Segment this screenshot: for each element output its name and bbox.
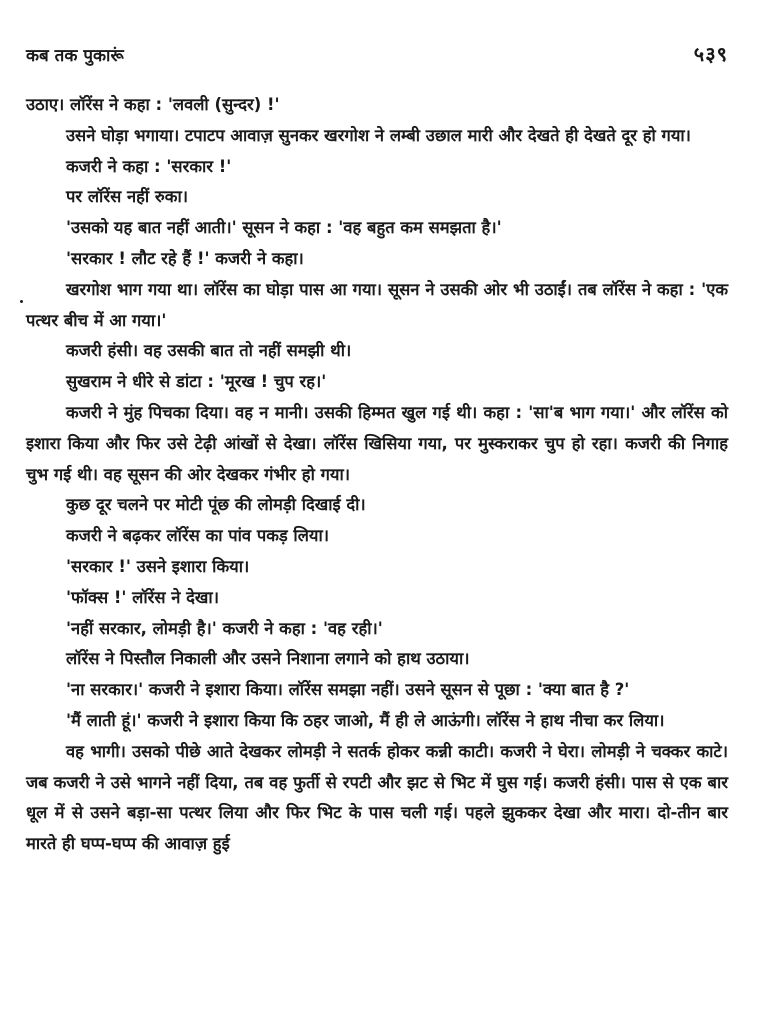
paragraph: उसने घोड़ा भगाया। टपाटप आवाज़ सुनकर खरगोश ने लम्बी उछाल मारी और देखते ही देखते दूर हो गया। <box>66 125 691 145</box>
paragraph: 'नहीं सरकार, लोमड़ी है।' कजरी ने कहा : 'वह रही।' <box>66 618 383 638</box>
paragraph: 'सरकार ! लौट रहे हैं !' कजरी ने कहा। <box>66 248 304 268</box>
paragraph: कुछ दूर चलने पर मोटी पूंछ की लोमड़ी दिखाई दी। <box>66 495 366 515</box>
paragraph: कजरी ने बढ़कर लॉरेंस का पांव पकड़ लिया। <box>66 526 329 546</box>
body-text <box>26 90 728 860</box>
paragraph: उठाए। लॉरेंस ने कहा : 'लवली (सुन्दर) !' <box>26 95 280 114</box>
paragraph: वह भागी। उसको पीछे आते देखकर लोमड़ी ने सतर्क होकर कन्नी काटी। कजरी ने घेरा। लोमड़ी ने चक्कर काटे। जब कजरी ने उसे भागने नहीं दिया, तब वह फुर्ती से रपटी और झट से भिट में घुस गई। कजरी हंसी। पास से एक बार धूल में से उसने बड़ा-सा पत्थर लिया और फिर भिट के पास चली गई। पहले झुककर देखा और मारा। दो-तीन बार मारते ही घप्प-घप्प की आवाज़ हुई <box>26 741 728 854</box>
page-header <box>26 40 728 76</box>
paragraph: 'फॉक्स !' लॉरेंस ने देखा। <box>66 587 219 607</box>
paragraph: 'मैं लाती हूं।' कजरी ने इशारा किया कि ठहर जाओ, मैं ही ले आऊंगी। लॉरेंस ने हाथ नीचा कर लिया। <box>66 710 665 730</box>
paragraph: 'ना सरकार।' कजरी ने इशारा किया। लॉरेंस समझा नहीं। उसने सूसन से पूछा : 'क्या बात है ?' <box>66 680 630 700</box>
paragraph: कजरी हंसी। वह उसकी बात तो नहीं समझी थी। <box>66 341 352 361</box>
paragraph: 'उसको यह बात नहीं आती।' सूसन ने कहा : 'वह बहुत कम समझता है।' <box>66 218 502 238</box>
ink-speck <box>20 300 23 303</box>
paragraph: कजरी ने कहा : 'सरकार !' <box>66 156 232 176</box>
paragraph: सुखराम ने धीरे से डांटा : 'मूरख ! चुप रह।' <box>66 372 327 392</box>
paragraph: खरगोश भाग गया था। लॉरेंस का घोड़ा पास आ गया। सूसन ने उसकी ओर भी उठाईं। तब लॉरेंस ने कहा : 'एक पत्थर बीच में आ गया।' <box>26 279 728 330</box>
paragraph: लॉरेंस ने पिस्तौल निकाली और उसने निशाना लगाने को हाथ उठाया। <box>66 649 470 669</box>
paragraph: कजरी ने मुंह पिचका दिया। वह न मानी। उसकी हिम्मत खुल गई थी। कहा : 'सा'ब भाग गया।' और लॉरेंस को इशारा किया और फिर उसे टेढ़ी आंखों से देखा। लॉरेंस खिसिया गया, पर मुस्कराकर चुप हो रहा। कजरी की निगाह चुभ गई थी। वह सूसन की ओर देखकर गंभीर हो गया। <box>26 402 728 484</box>
page-number: ५३९ <box>693 42 728 66</box>
running-title: कब तक पुकारूं <box>26 46 124 66</box>
paragraph: 'सरकार !' उसने इशारा किया। <box>66 556 250 576</box>
paragraph: पर लॉरेंस नहीं रुका। <box>66 187 188 207</box>
